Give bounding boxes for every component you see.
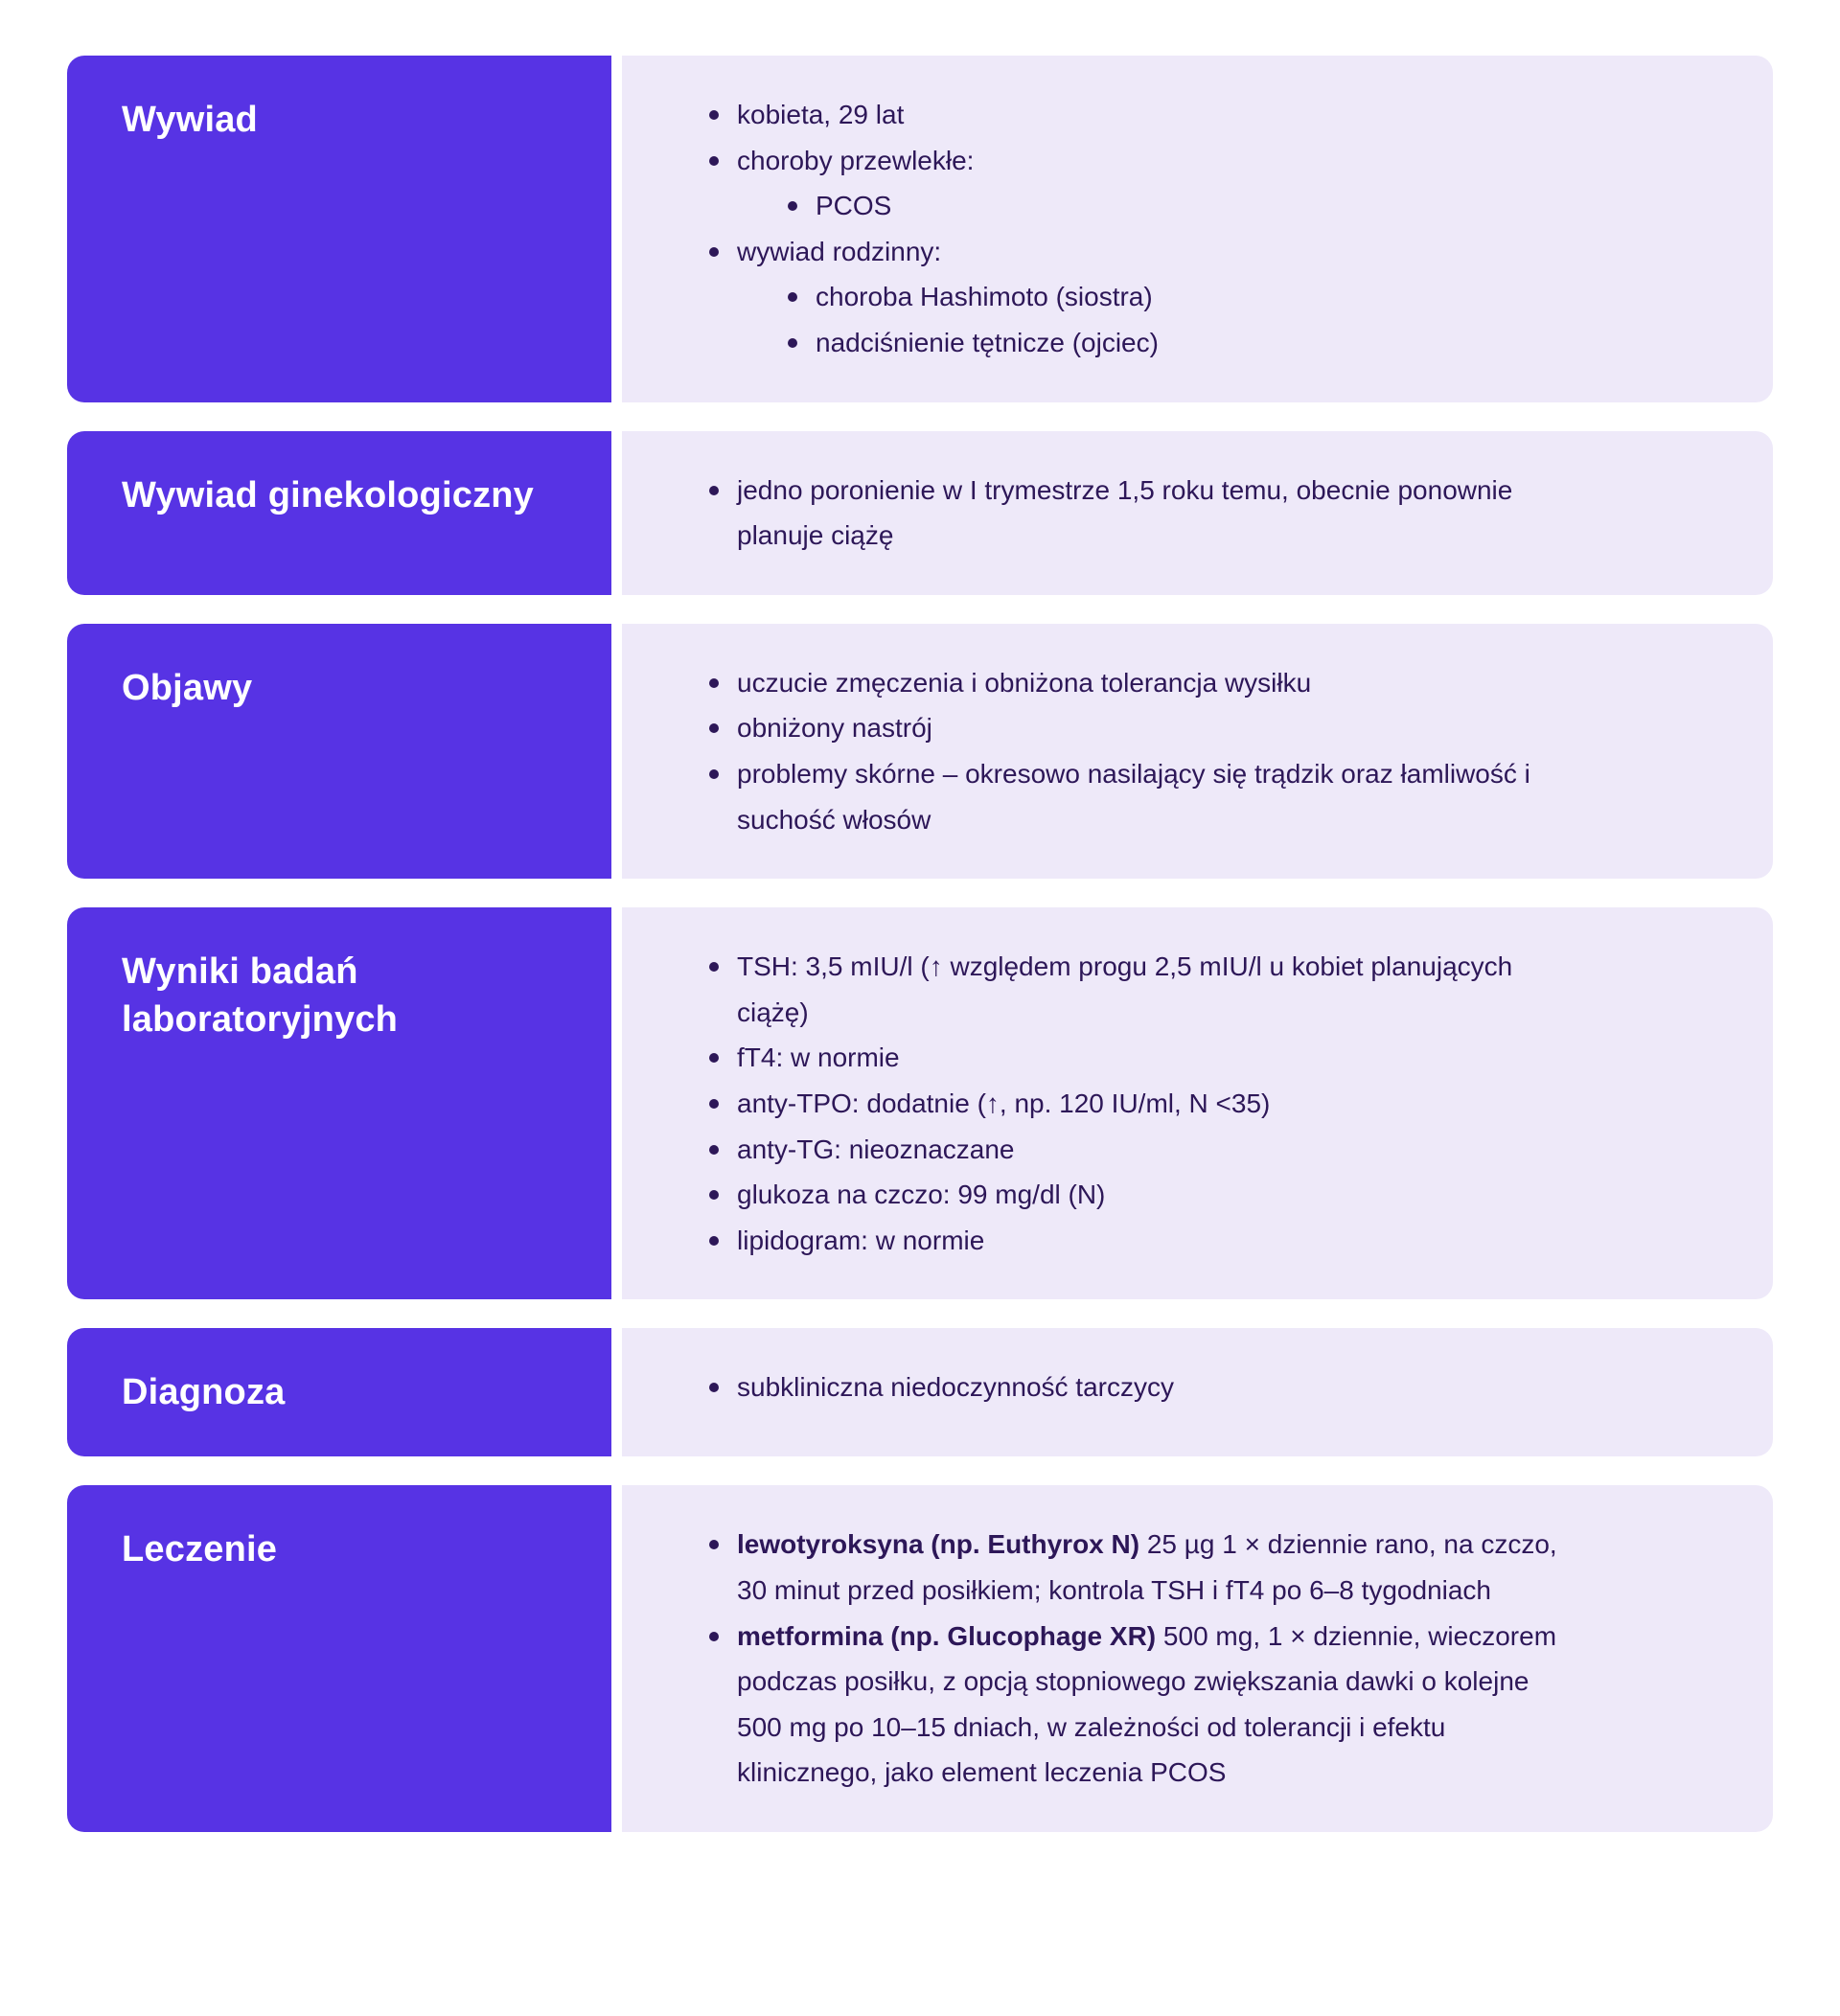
section-content-cell	[622, 624, 1773, 879]
section-content-cell	[622, 56, 1773, 402]
section-content-cell	[622, 907, 1773, 1299]
bullet-item	[708, 751, 1576, 842]
bullet-item-text: jedno poronienie w I trymestrze 1,5 roku temu, obecnie ponownie planuje ciążę	[737, 474, 1513, 551]
section-title: Leczenie	[122, 1529, 278, 1570]
section-content-cell	[622, 431, 1773, 595]
bullet-item	[787, 320, 1576, 366]
section-title: Objawy	[122, 667, 253, 708]
bullet-list	[708, 1364, 1576, 1410]
sub-bullet-list	[787, 274, 1576, 365]
bullet-item-text: problemy skórne – okresowo nasilający się trądzik oraz łamliwość i suchość włosów	[737, 758, 1530, 835]
bullet-item	[708, 468, 1576, 559]
bullet-item-text: subkliniczna niedoczynność tarczycy	[737, 1372, 1174, 1403]
bullet-item-text: obniżony nastrój	[737, 713, 932, 744]
bullet-item-text: choroby przewlekłe:	[737, 145, 975, 175]
bullet-list	[708, 468, 1576, 559]
bullet-item	[708, 1035, 1576, 1081]
bullet-item	[708, 944, 1576, 1035]
section-title: Wywiad ginekologiczny	[122, 474, 535, 515]
section-row	[67, 56, 1773, 402]
section-header-cell	[67, 431, 611, 595]
bullet-item	[708, 1081, 1576, 1127]
section-row	[67, 624, 1773, 879]
bullet-item	[787, 274, 1576, 320]
section-row	[67, 1485, 1773, 1832]
bullet-list	[708, 660, 1576, 842]
bullet-item-text: anty-TG: nieoznaczane	[737, 1134, 1015, 1164]
bullet-item-text: nadciśnienie tętnicze (ojciec)	[816, 327, 1159, 357]
section-content-cell	[622, 1485, 1773, 1832]
bullet-item	[708, 1218, 1576, 1264]
bullet-list	[708, 1522, 1576, 1796]
bullet-item-text: uczucie zmęczenia i obniżona tolerancja wysiłku	[737, 667, 1312, 698]
section-row	[67, 431, 1773, 595]
bullet-item-bold-text: lewotyroksyna (np. Euthyrox N)	[737, 1529, 1140, 1560]
bullet-item	[787, 183, 1576, 229]
bullet-item	[708, 229, 1576, 366]
section-row	[67, 1328, 1773, 1456]
bullet-item-text: fT4: w normie	[737, 1042, 900, 1073]
section-content-cell	[622, 1328, 1773, 1456]
section-row	[67, 907, 1773, 1299]
bullet-item-bold-text: metformina (np. Glucophage XR)	[737, 1620, 1157, 1651]
section-header-cell	[67, 624, 611, 879]
bullet-item-text: TSH: 3,5 mIU/l (↑ względem progu 2,5 mIU/l u kobiet planujących ciążę)	[737, 951, 1513, 1027]
bullet-list	[708, 944, 1576, 1263]
section-title: Diagnoza	[122, 1372, 286, 1413]
bullet-item	[708, 660, 1576, 706]
bullet-item-text: wywiad rodzinny:	[737, 236, 942, 266]
bullet-item	[708, 1172, 1576, 1218]
bullet-item-text: choroba Hashimoto (siostra)	[816, 282, 1153, 312]
section-title: Wywiad	[122, 100, 258, 140]
bullet-item	[708, 1364, 1576, 1410]
bullet-item	[708, 1522, 1576, 1613]
section-title: Wyniki badań laboratoryjnych	[122, 951, 399, 1041]
bullet-item	[708, 1127, 1576, 1173]
bullet-item-text: anty-TPO: dodatnie (↑, np. 120 IU/ml, N <35)	[737, 1088, 1271, 1118]
bullet-item	[708, 1614, 1576, 1796]
bullet-item	[708, 705, 1576, 751]
section-header-cell	[67, 907, 611, 1299]
bullet-item-text: lipidogram: w normie	[737, 1225, 985, 1255]
bullet-item-text: 25 µg 1 × dziennie rano, na czczo, 30 minut przed posiłkiem; kontrola TSH i fT4 po 6–8 tygodniach	[737, 1529, 1557, 1606]
bullet-item-text: kobieta, 29 lat	[737, 100, 905, 129]
bullet-item-text: 500 mg, 1 × dziennie, wieczorem podczas posiłku, z opcją stopniowego zwiększania dawki o kolejne 500 mg po 10–15 dniach, w zależności od tolerancji i efektu klinicznego, jako element leczenia PCOS	[737, 1620, 1557, 1788]
bullet-item-text: PCOS	[816, 191, 892, 221]
bullet-item	[708, 138, 1576, 229]
bullet-item	[708, 92, 1576, 138]
bullet-list	[708, 92, 1576, 366]
section-header-cell	[67, 1328, 611, 1456]
section-header-cell	[67, 56, 611, 402]
bullet-item-text: glukoza na czczo: 99 mg/dl (N)	[737, 1180, 1106, 1210]
rows	[67, 56, 1773, 1832]
sub-bullet-list	[787, 183, 1576, 229]
section-header-cell	[67, 1485, 611, 1832]
